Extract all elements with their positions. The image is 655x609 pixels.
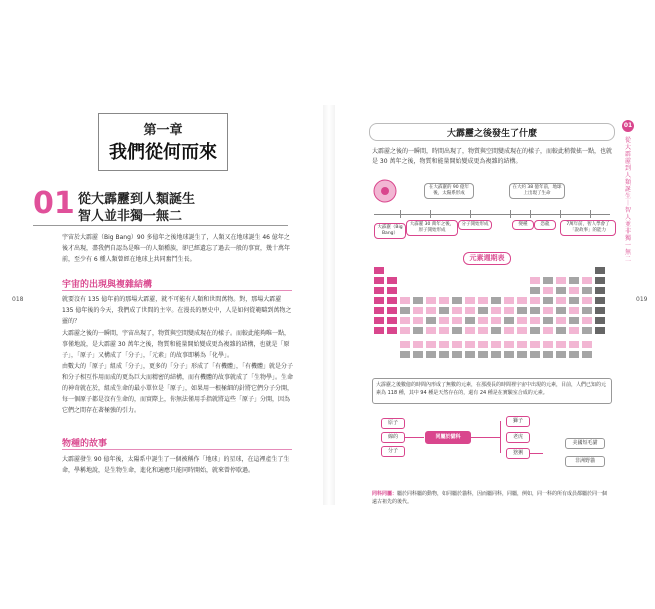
periodic-table-cell [555,350,567,359]
periodic-table-cell [594,286,606,295]
periodic-table-cell [581,326,593,335]
periodic-table-cell [581,316,593,325]
periodic-table-cell [386,276,398,285]
periodic-table-cell [412,326,424,335]
periodic-table-cell [425,350,437,359]
periodic-table-title: 元素週期表 [463,252,511,265]
periodic-table-cell [568,340,580,349]
periodic-table-cell [490,306,502,315]
periodic-table-cell [399,340,411,349]
periodic-table-cell [477,306,489,315]
periodic-table-cell [516,316,528,325]
periodic-table-cell [438,296,450,305]
chapter-label: 第一章 [143,123,183,138]
timeline-callout: 在大霹靂的 90 億年後，太陽系形成 [424,183,474,199]
periodic-table-cell [529,296,541,305]
timeline-tick [470,210,471,218]
periodic-table-cell [568,350,580,359]
periodic-table-cell [503,340,515,349]
timeline-callout: 大霹靂 30 萬年之後，原子開始形成 [406,220,458,236]
periodic-table-cell [568,296,580,305]
periodic-table-cell [438,350,450,359]
periodic-table-cell [581,350,593,359]
periodic-table-cell [542,340,554,349]
periodic-table-cell [399,350,411,359]
periodic-table-cell [425,316,437,325]
subhead-species: 物種的故事 [62,439,108,449]
timeline-tick [510,210,511,218]
periodic-table-cell [516,296,528,305]
big-bang-icon [372,178,398,204]
periodic-table-cell [581,286,593,295]
timeline-callout: 分子開始形成 [458,220,492,230]
periodic-table-cell [425,326,437,335]
periodic-table-cell [386,286,398,295]
book-gutter [323,105,335,505]
section-title-line1: 從大霹靂到人類誕生 [78,192,196,207]
footnote-label: 同科同屬： [372,491,398,497]
intro-paragraph: 宇宙於大霹靂（Big Bang）90 多億年之後地球誕生了，人類又在地球誕生 46 億年之後才出現，盡我們自認為是唯一的人類種族，卻已經遺忘了過去一般的事實，幾十萬年前，至少有 6 種人類曾經在地球上共同奮鬥生長。 [62,234,291,263]
periodic-table-cell [555,326,567,335]
periodic-table-cell [490,326,502,335]
periodic-table-cell [568,276,580,285]
periodic-table-cell [568,316,580,325]
diagram-center-node: 同屬於貓科 [425,431,471,444]
periodic-table-cell [594,296,606,305]
timeline-callout: 變種 [512,220,534,230]
timeline-tick [560,210,561,218]
periodic-table-cell [555,276,567,285]
timeline-callout: 恐龍 [534,220,556,230]
periodic-table-cell [438,326,450,335]
section-title-line2: 智人並非獨一無二 [78,209,183,224]
periodic-table-cell [516,326,528,335]
timeline-tick [400,210,401,218]
right-title: 大霹靂之後發生了什麼 [446,129,537,139]
periodic-table-cell [399,316,411,325]
periodic-table-cell [555,340,567,349]
periodic-table-cell [529,316,541,325]
subhead-species-rule [62,449,292,450]
timeline-tick [530,210,531,218]
periodic-table-cell [373,306,385,315]
section-badge: 01 [622,120,634,132]
paragraph-3: 由數大的「原子」組成「分子」，更多的「分子」形成了「有機體」，「有機體」就是分子和分子相互作用而成的更為巨大而精密的結構，而有機體的故事就成了「生物學」。生命的神奇就在於，組成生命的最小單位是「原子」，如果用一根極細的針將它們分子分開，每一個原子都是沒有生命的，而實際上，你無法僅用手指就將這些「原子」分開，因為它們之間存在著極強的引力。 [62,363,294,414]
periodic-table-cell [568,286,580,295]
right-intro: 大霹靂之後的一瞬間，時間出現了，物質與空間變成現在的樣子，而較此稍微搖一點，也就是 30 萬年之後，物質和能量開始變成更為複雜的結構。 [372,148,613,165]
periodic-table-cell [386,296,398,305]
periodic-table-cell [542,296,554,305]
periodic-table-cell [477,326,489,335]
paragraph-2: 大霹靂之後的一瞬間，宇宙出現了，物質與空間變成現在的樣子。而較此能夠唯一點，事僅地說，是大霹靂 30 萬年之後，物質和能量開始變成更為複雜的結構，也就是「原子」，「原子」又構成了「分子」，「元素」的故事即稱為「化學」。 [62,330,291,359]
periodic-table-cell [568,306,580,315]
timeline-callout: 7萬年前，智人學會了「說故事」的能力 [560,220,616,236]
periodic-table-cell [503,326,515,335]
periodic-table-cell [516,340,528,349]
footnote [372,490,612,506]
periodic-table-cell [373,286,385,295]
diagram-node-right: 老虎 [506,432,530,443]
periodic-table-cell [542,306,554,315]
periodic-table-cell [412,340,424,349]
periodic-table-cell [373,316,385,325]
diagram-node-breed: 美國短毛貓 [565,438,605,449]
periodic-table-cell [594,266,606,275]
periodic-table-cell [594,276,606,285]
diagram-connector [470,437,500,438]
section-number: 01 [33,186,75,221]
periodic-table-cell [477,350,489,359]
periodic-table-cell [464,296,476,305]
periodic-table-cell [464,306,476,315]
periodic-table-cell [581,276,593,285]
periodic-table-cell [438,306,450,315]
timeline-tick [430,210,431,218]
periodic-table-cell [542,350,554,359]
periodic-table-cell [594,316,606,325]
chapter-title: 我們從何而來 [109,142,217,163]
periodic-table-cell [412,306,424,315]
periodic-table-cell [412,316,424,325]
periodic-table-cell [568,326,580,335]
periodic-table-cell [516,350,528,359]
chapter-heading-box [98,113,228,171]
periodic-table [373,266,613,356]
diagram-node-right: 猞猁 [506,448,530,459]
periodic-table-cell [412,350,424,359]
diagram-connector [500,421,501,453]
timeline-line [374,214,610,215]
periodic-table-cell [373,266,385,275]
periodic-table-cell [464,316,476,325]
periodic-table-cell [399,326,411,335]
section-rule [33,225,288,226]
periodic-table-cell [373,296,385,305]
periodic-table-cell [503,296,515,305]
diagram-node-breed: 非洲野貓 [565,456,605,467]
periodic-table-cell [529,306,541,315]
page-number-right: 019 [636,296,648,303]
periodic-table-cell [594,306,606,315]
periodic-table-cell [451,316,463,325]
periodic-table-cell [581,296,593,305]
periodic-table-cell [451,340,463,349]
diagram-node-right: 獅子 [506,416,530,427]
diagram-connector [404,437,424,438]
element-info-box: 大霹靂之後數億的時間內形成了無數的元素，在那漫長的時間裡宇宙中出現的元素，目前，人們已知的元素為 118 種，其中 94 種是天然存在的，還有 24 種是在實驗室合成的元素。 [372,378,612,404]
periodic-table-cell [425,306,437,315]
periodic-table-cell [438,340,450,349]
periodic-table-cell [555,286,567,295]
periodic-table-cell [503,316,515,325]
paragraph-4: 大霹靂發生 90 億年後，太陽系中誕生了一個被稱作「地球」的星球，在這裡產生了生命，學稱地說，是生物生命，進化和適應只能同時開始，就來曾停歇過。 [62,456,290,474]
timeline-tick [590,210,591,218]
periodic-table-cell [529,340,541,349]
periodic-table-cell [386,326,398,335]
periodic-table-cell [503,306,515,315]
diagram-node-left: 線的 [381,432,405,443]
periodic-table-cell [542,316,554,325]
right-title-box [369,123,615,141]
vertical-caption: 從大霹靂到人類誕生｜智人並非獨一無二 [625,137,632,263]
periodic-table-cell [490,296,502,305]
periodic-table-cell [464,340,476,349]
periodic-table-cell [581,306,593,315]
periodic-table-cell [516,306,528,315]
page-number-left: 018 [12,296,24,303]
periodic-table-cell [490,316,502,325]
subhead-universe: 宇宙的出現與複雜結構 [62,280,153,290]
periodic-table-cell [373,276,385,285]
periodic-table-cell [412,296,424,305]
periodic-table-cell [477,316,489,325]
periodic-table-cell [555,316,567,325]
periodic-table-cell [373,326,385,335]
paragraph-1: 就要沒有 135 億年前的那場大霹靂，就不可能有人類和世間萬物。對，那場大霹靂 135 億年後的今天，我們成了世間的主宰。在漫長的歷史中，人是如何從範疇到萬物之靈的？ [62,296,292,325]
periodic-table-cell [425,296,437,305]
periodic-table-cell [503,350,515,359]
periodic-table-cell [451,306,463,315]
periodic-table-cell [555,296,567,305]
periodic-table-cell [477,296,489,305]
diagram-node-left: 原子 [381,418,405,429]
periodic-table-cell [477,340,489,349]
periodic-table-cell [399,306,411,315]
periodic-table-cell [451,296,463,305]
periodic-table-cell [542,276,554,285]
periodic-table-cell [464,350,476,359]
periodic-table-cell [529,286,541,295]
periodic-table-cell [594,326,606,335]
diagram-connector [529,453,543,454]
periodic-table-cell [529,350,541,359]
periodic-table-cell [542,286,554,295]
timeline-callout: 在大約 38 億年前，地球上出現了生命 [509,183,565,199]
diagram-node-left: 分子 [381,446,405,457]
periodic-table-cell [451,326,463,335]
subhead-universe-rule [62,290,292,291]
periodic-table-cell [386,306,398,315]
periodic-table-cell [464,326,476,335]
periodic-table-cell [542,326,554,335]
periodic-table-cell [529,326,541,335]
periodic-table-cell [529,276,541,285]
periodic-table-cell [555,306,567,315]
periodic-table-cell [490,340,502,349]
footnote-text: 屬於同科屬的動物，如同屬於貓科，因而屬同科，同屬，例如，同一科的所有成員都屬於同一個遠古祖先的後代。 [372,491,608,505]
periodic-table-cell [438,316,450,325]
periodic-table-cell [451,350,463,359]
periodic-table-cell [581,340,593,349]
periodic-table-cell [490,350,502,359]
periodic-table-cell [425,340,437,349]
timeline-callout: 大霹靂（Big Bang） [374,223,406,239]
periodic-table-cell [386,316,398,325]
periodic-table-cell [399,296,411,305]
